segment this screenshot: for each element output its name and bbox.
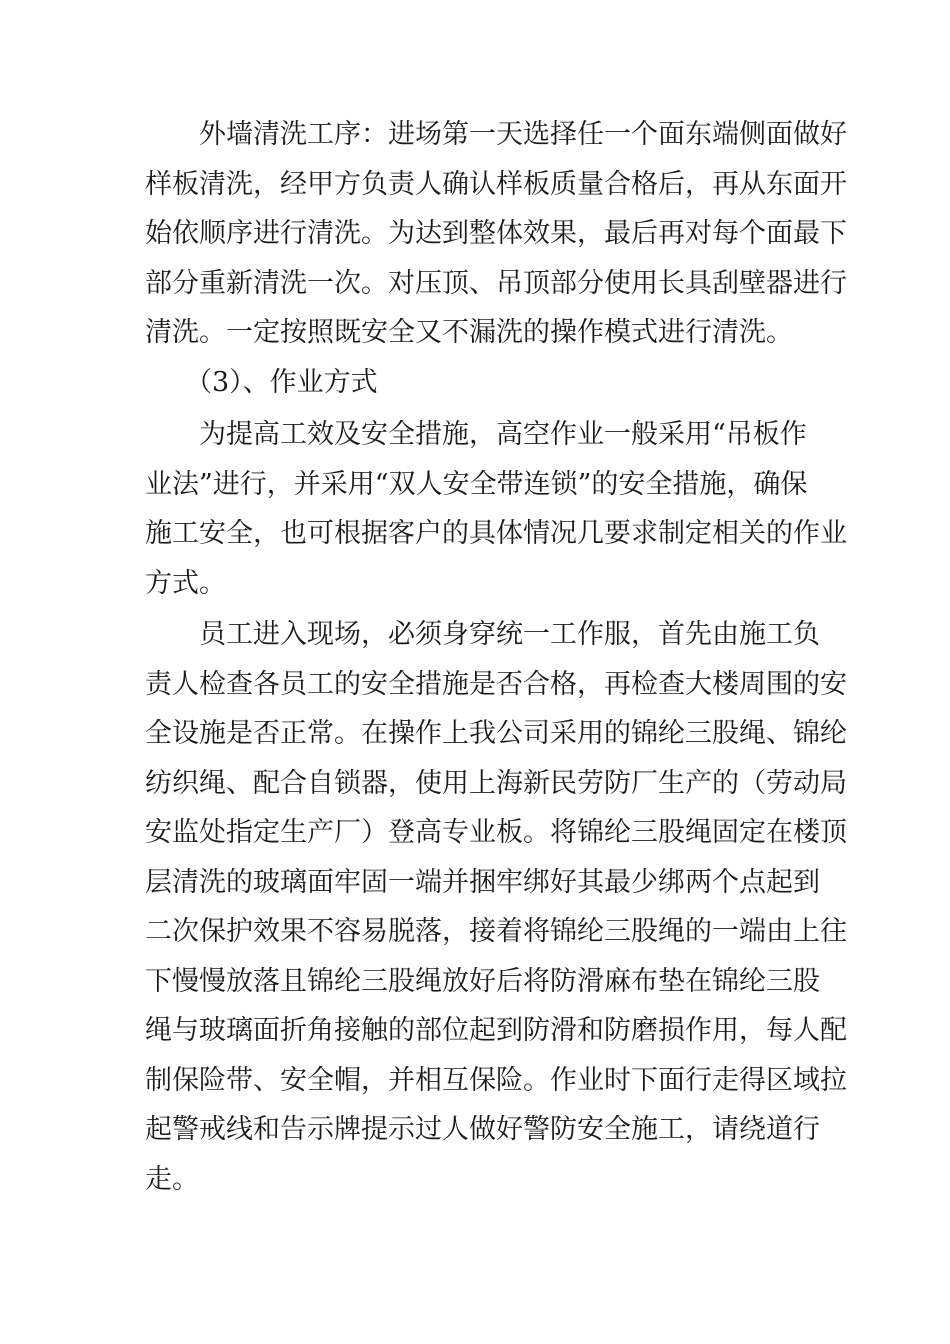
text-line: 外墙清洗工序：进场第一天选择任一个面东端侧面做好 [199, 119, 847, 150]
section-heading-work-method [145, 358, 825, 408]
text-line: 走。 [145, 1163, 199, 1195]
text-line: 纺织绳、配合自锁器，使用上海新民劳防厂生产的（劳动局 [145, 767, 847, 799]
text-line: 施工安全，也可根据客户的具体情况几要求制定相关的作业 [145, 518, 847, 549]
text-line: 样板清洗，经甲方负责人确认样板质量合格后，再从东面开 [145, 168, 847, 200]
text-line: 层清洗的玻璃面牢固一端并捆牢绑好其最少绑两个点起到 [145, 866, 820, 898]
text-line: 下慢慢放落且锦纶三股绳放好后将防滑麻布垫在锦纶三股 [145, 965, 820, 997]
text-line: 始依顺序进行清洗。为达到整体效果，最后再对每个面最下 [145, 218, 847, 249]
text-line: 员工进入现场，必须身穿统一工作服，首先由施工负 [199, 619, 820, 650]
text-line: 制保险带、安全帽，并相互保险。作业时下面行走得区域拉 [145, 1064, 847, 1096]
text-line: 业法”进行，并采用“双人安全带连锁”的安全措施，确保 [145, 468, 808, 500]
paragraph-exterior-wall-cleaning [145, 110, 847, 358]
text-line: 部分重新清洗一次。对压顶、吊顶部分使用长具刮壁器进行 [145, 267, 847, 299]
text-line: 安监处指定生产厂）登高专业板。将锦纶三股绳固定在楼顶 [145, 817, 847, 848]
text-line: 起警戒线和告示牌提示过人做好警防安全施工，请绕道行 [145, 1114, 820, 1145]
text-line: 责人检查各员工的安全措施是否合格，再检查大楼周围的安 [145, 668, 847, 700]
text-line: 二次保护效果不容易脱落，接着将锦纶三股绳的一端由上往 [145, 916, 847, 947]
text-line: 绳与玻璃面折角接触的部位起到防滑和防磨损作用，每人配 [145, 1015, 847, 1046]
text-line: 为提高工效及安全措施，高空作业一般采用“吊板作 [199, 419, 807, 450]
section-heading: （3）、作业方式 [185, 367, 378, 398]
text-line: 全设施是否正常。在操作上我公司采用的锦纶三股绳、锦纶 [145, 718, 847, 749]
paragraph-staff-safety [145, 610, 847, 1204]
paragraph-work-method [145, 410, 847, 608]
text-line: 方式。 [145, 567, 226, 599]
text-line: 清洗。一定按照既安全又不漏洗的操作模式进行清洗。 [145, 317, 793, 348]
